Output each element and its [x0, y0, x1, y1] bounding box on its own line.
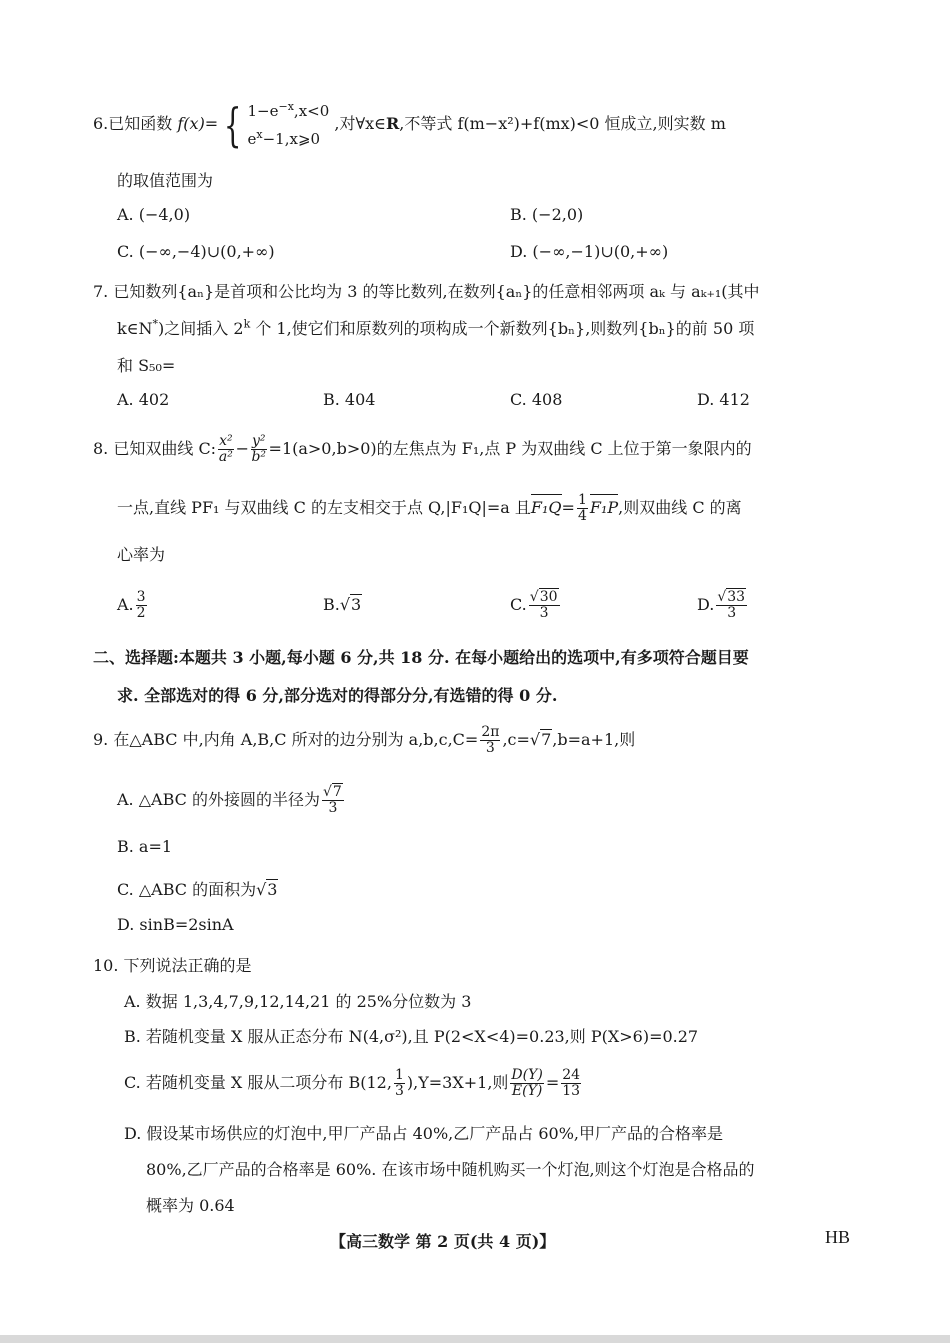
q10-option-c: C. 若随机变量 X 服从二项分布 B(12, $\frac{1}{3}$ ),Y=3X+1,则 $\frac{D(Y)}{E(Y)}$ = $\frac{24}{13}$ [124, 1067, 581, 1099]
q8-line2: 一点,直线 PF₁ 与双曲线 C 的左支相交于点 Q,|F₁Q|=a 且 F₁Q= $\frac{1}{4}$ F₁P,则双曲线 C 的离 [117, 486, 742, 530]
page-footer-label: 【高三数学 第 2 页(共 4 页)】 [330, 1232, 556, 1251]
fraction-y2-b2: $\frac{\text{y²}}{\text{b²}}$ [251, 433, 267, 465]
q10-option-d-line2: 80%,乙厂产品的合格率是 60%. 在该市场中随机购买一个灯泡,则这个灯泡是合格品的 [146, 1160, 755, 1179]
q10-option-a: A. 数据 1,3,4,7,9,12,14,21 的 25%分位数为 3 [124, 992, 472, 1011]
brace-symbol: { [224, 97, 242, 152]
q10-option-d-line1: D. 假设某市场供应的灯泡中,甲厂产品占 40%,乙厂产品占 60%,甲厂产品的合格率是 [124, 1124, 723, 1143]
q7-line3: 和 S₅₀= [117, 356, 176, 375]
vector-arrow [531, 494, 562, 495]
q10-option-b: B. 若随机变量 X 服从正态分布 N(4,σ²),且 P(2<X<4)=0.23,则 P(X>6)=0.27 [124, 1027, 699, 1046]
q7-line1: 7. 已知数列{aₙ}是首项和公比均为 3 的等比数列,在数列{aₙ}的任意相邻两项 aₖ 与 aₖ₊₁(其中 [93, 282, 760, 301]
q10-line1: 10. 下列说法正确的是 [93, 956, 252, 975]
q6-line2: 的取值范围为 [117, 171, 214, 190]
q6-line1: 6.已知函数 f(x)= { $1-e^{-x},x<0$ $e^x-1,x⩾0$ ,对∀x∈R,不等式 f(m−x²)+f(mx)<0 恒成立,则实数 m [93, 97, 726, 152]
fraction-1-4: $\frac{1}{4}$ [577, 492, 587, 524]
q9-option-d: D. sinB=2sinA [117, 915, 234, 934]
vector-arrow [590, 494, 618, 495]
piecewise-cases: $1-e^{-x},x<0$ $e^x-1,x⩾0$ [247, 99, 330, 148]
scan-edge [0, 1335, 950, 1343]
q7-option-a: A. 402 [117, 390, 170, 409]
vector-f1p: F₁P [590, 486, 618, 530]
q6-option-a: A. (−4,0) [117, 205, 191, 224]
q8-option-d: D. $\frac{√33}{3}$ [697, 589, 746, 621]
q9-line1: 9. 在△ABC 中,内角 A,B,C 所对的边分别为 a,b,c,C= $\frac{2\pi}{3}$ ,c=√7,b=a+1,则 [93, 724, 636, 756]
section2-header-line2: 求. 全部选对的得 6 分,部分选对的得部分分,有选错的得 0 分. [117, 686, 558, 705]
q7-option-b: B. 404 [323, 390, 376, 409]
q7-option-c: C. 408 [510, 390, 563, 409]
section2-header-line1: 二、选择题:本题共 3 小题,每小题 6 分,共 18 分. 在每小题给出的选项中,有多项符合题目要 [93, 648, 749, 667]
q6-option-c: C. (−∞,−4)∪(0,+∞) [117, 242, 275, 261]
q9-option-b: B. a=1 [117, 837, 173, 856]
fraction-x2-a2: $\frac{\text{x²}}{\text{a²}}$ [218, 433, 233, 465]
vector-f1q: F₁Q [531, 486, 562, 530]
q6-option-d: D. (−∞,−1)∪(0,+∞) [510, 242, 669, 261]
q9-option-a: A. △ABC 的外接圆的半径为 $\frac{√7}{3}$ [117, 784, 342, 816]
q8-line1: 8. 已知双曲线 C: $\frac{\text{x²}}{\text{a²}}$ − $\frac{\text{y²}}{\text{b²}}$ =1(a>0,b>0)的左焦点为 F₁,点 P 为双曲线 C 上位于第一象限内的 [93, 433, 752, 465]
page-footer-mark: HB [825, 1227, 851, 1247]
q7-line2: k∈N*)之间插入 2$^k$ 个 1,使它们和原数列的项构成一个新数列{bₙ},则数列{bₙ}的前 50 项 [117, 317, 755, 338]
q10-option-d-line3: 概率为 0.64 [146, 1196, 235, 1215]
q8-line3: 心率为 [117, 545, 166, 564]
q8-option-c: C. $\frac{√30}{3}$ [510, 589, 558, 621]
q8-option-a: A. $\frac{3}{2}$ [117, 589, 146, 621]
q7-option-d: D. 412 [697, 390, 750, 409]
q9-option-c: C. △ABC 的面积为√3 [117, 880, 278, 899]
q6-option-b: B. (−2,0) [510, 205, 584, 224]
q8-option-b: B.√3 [323, 595, 362, 614]
